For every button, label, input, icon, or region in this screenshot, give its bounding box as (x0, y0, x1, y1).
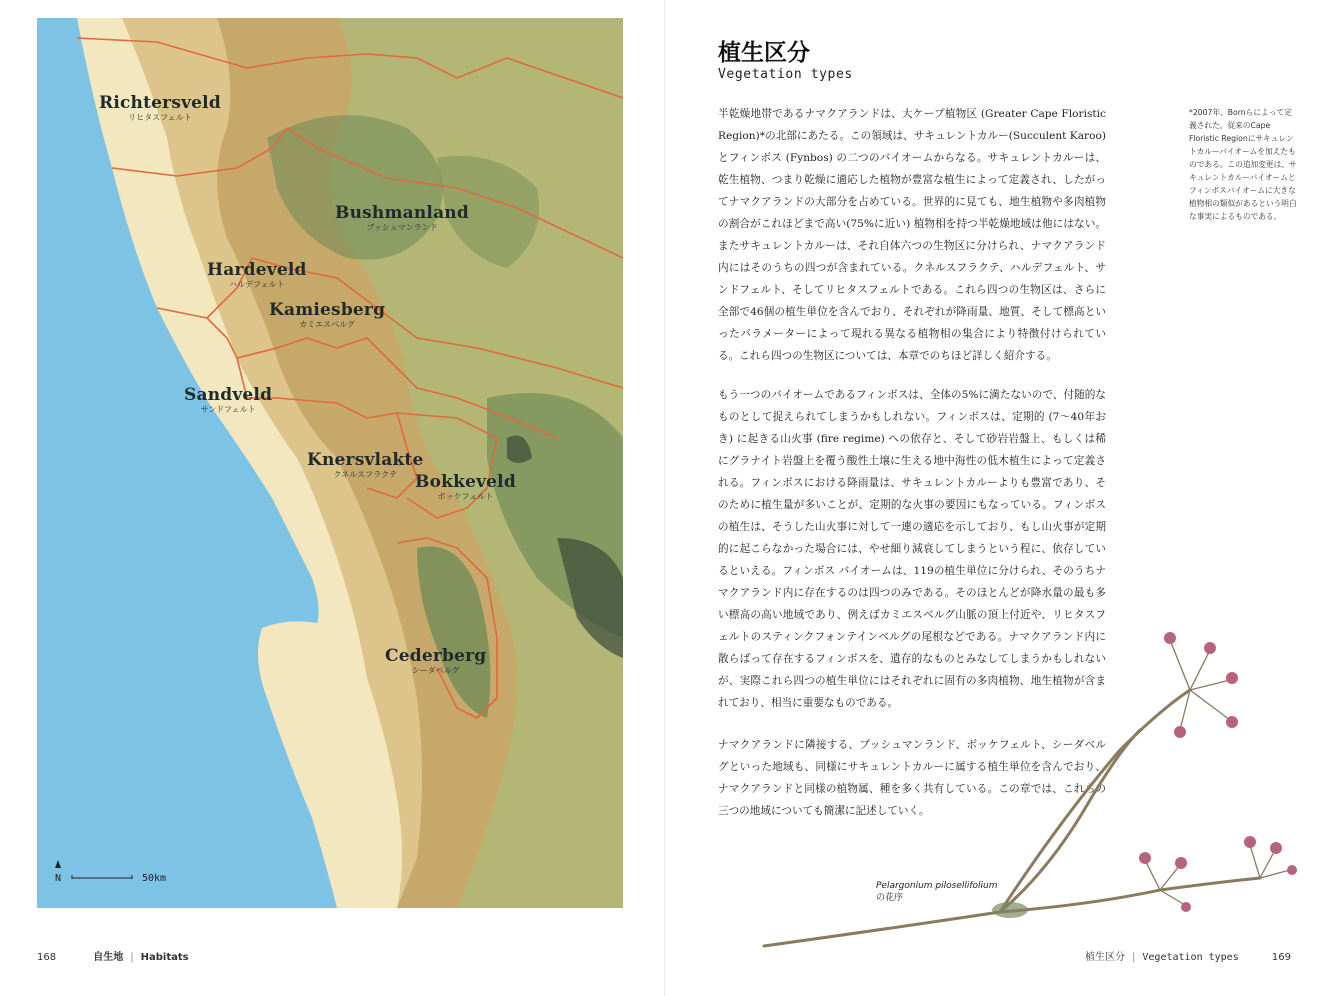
page-number-right: 169 (1271, 952, 1291, 963)
section-ja: 自生地 (93, 952, 124, 963)
caption-scientific-name: Pelargonium pilosellifolium (876, 881, 998, 891)
footer-separator: | (1132, 952, 1136, 963)
region-name-en: Richtersveld (99, 93, 221, 113)
region-name-ja: ボッケフェルト (437, 492, 494, 501)
right-footer (1085, 948, 1291, 963)
left-footer (37, 948, 189, 963)
page-number-left: 168 (37, 952, 57, 963)
section-ja: 植生区分 (1085, 952, 1126, 963)
region-label-bokkeveld (415, 472, 516, 502)
region-label-knersvlakte (307, 450, 423, 480)
region-name-en: Hardeveld (207, 260, 307, 280)
region-label-hardeveld (207, 260, 307, 290)
body-paragraph-1: 半乾燥地帯であるナマクアランドは、大ケープ植物区 (Greater Cape Floristic Region)*の北部にあたる。この領域は、サキュレントカルー(Succulent Karoo)とフィンボス (Fynbos) の二つのバイオームからなる。サキュレントカルーは、乾生植物、つまり乾燥に適応した植物が豊富な植生によって定義され、したがってナマクアランドの大部分を占めている。世界的に見ても、地生植物や多肉植物の割合がこれほどまで高い(75%に近い) 植物相を持つ半乾燥地域は他にはない。またサキュレントカルーは、それ自体六つの生物区に分けられ、ナマクアランド内にはそのうちの四つが含まれている。クネルスフラクテ、ハルデフェルト、サンドフェルト、そしてリヒタスフェルトである。これら四つの生物区は、さらに全部で46個の植生単位を含んでおり、それぞれが降雨量、地質、そして標高といったパラメーターによって現れる異なる植物相の集合により特徴付けられている。これら四つの生物区については、本章でのちほど詳しく紹介する。 (718, 108, 1106, 362)
region-label-kamiesberg (269, 300, 385, 330)
section-en: Vegetation types (1142, 952, 1239, 963)
region-name-en: Cederberg (385, 646, 487, 666)
north-label: N (55, 873, 62, 884)
section-en: Habitats (140, 952, 189, 963)
north-arrow-icon (54, 860, 144, 884)
region-name-ja: カミエスベルグ (299, 320, 355, 329)
region-label-richtersveld (99, 93, 221, 123)
footer-separator: | (130, 952, 134, 963)
region-name-ja: クネルスフラクテ (333, 470, 398, 479)
caption-ja: の花序 (876, 893, 904, 903)
page-subtitle: Vegetation types (718, 67, 853, 82)
body-paragraph-3: ナマクアランドに隣接する、ブッシュマンランド、ボッケフェルト、シーダベルグといった地域も、同様にサキュレントカルーに属する植生単位を含んでおり、ナマクアランドと同様の植物属、種を多く共有している。この章では、これらの三つの地域についても簡潔に記述していく。 (718, 739, 1106, 817)
region-label-bushmanland (335, 203, 469, 233)
region-name-en: Kamiesberg (269, 300, 386, 320)
region-label-sandveld (184, 385, 272, 415)
region-name-en: Knersvlakte (307, 450, 424, 470)
region-label-cederberg (385, 646, 486, 676)
region-name-ja: ブッシュマンランド (366, 223, 438, 232)
page-gutter (664, 0, 665, 996)
body-paragraph-2: もう一つのバイオームであるフィンボスは、全体の5%に満たないので、付随的なものとして捉えられてしまうかもしれない。フィンボスは、定期的 (7〜40年おき) に起きる山火事 (fire regime) への依存と、そして砂岩岩盤上、もしくは稀にグラナイト岩盤上を覆う酸性土壌に生える地中海性の低木植生によって定義される。フィンボスにおける降雨量は、サキュレントカルーよりも豊富であり、そのために植生量が多いことが、定期的な火事の要因にもなっている。フィンボスの植生は、そうした山火事に対して一連の適応を示しており、もし山火事が定期的に起こらなかった場合には、やせ細り減衰してしまうという程に、依存しているといえる。フィンボス バイオームは、119の植生単位に分けられ、そのうちナマクアランド内に存在するのは四つのみである。そのほとんどが降水量の最も多い標高の高い地域であり、例えばカミエスベルグ山脈の頂上付近や、リヒタスフェルトのスティンクフォンテインベルグの尾根などである。ナマクアランド内に散らばって存在するフィンボスを、遺存的なものとみなしてしまうかもしれないが、実際これら四つの植生単位にはそれぞれに固有の多肉植物、地生植物が含まれており、相当に重要なものである。 (718, 389, 1106, 709)
figure-caption (876, 880, 998, 904)
scale-label: 50km (142, 873, 167, 884)
region-name-en: Sandveld (184, 385, 273, 405)
region-name-ja: シーダベルグ (411, 666, 460, 675)
region-name-ja: リヒタスフェルト (128, 113, 192, 122)
region-name-ja: ハルデフェルト (228, 280, 285, 289)
region-name-en: Bushmanland (335, 203, 469, 223)
page-title: 植生区分 (718, 40, 810, 66)
vegetation-map (37, 18, 623, 908)
region-name-en: Bokkeveld (415, 472, 516, 492)
side-note: *2007年、Bornらによって定義された。従来のCape Floristic Regionにサキュレントカルーバイオームを加えたものである。この追加変更は、サキュレントカルーバイオームとフィンボスバイオームに大きな植物相の類似があるという明白な事実によるものである。 (1189, 108, 1297, 221)
pelargonium-illustration (760, 620, 1300, 960)
region-name-ja: サンドフェルト (200, 405, 256, 414)
